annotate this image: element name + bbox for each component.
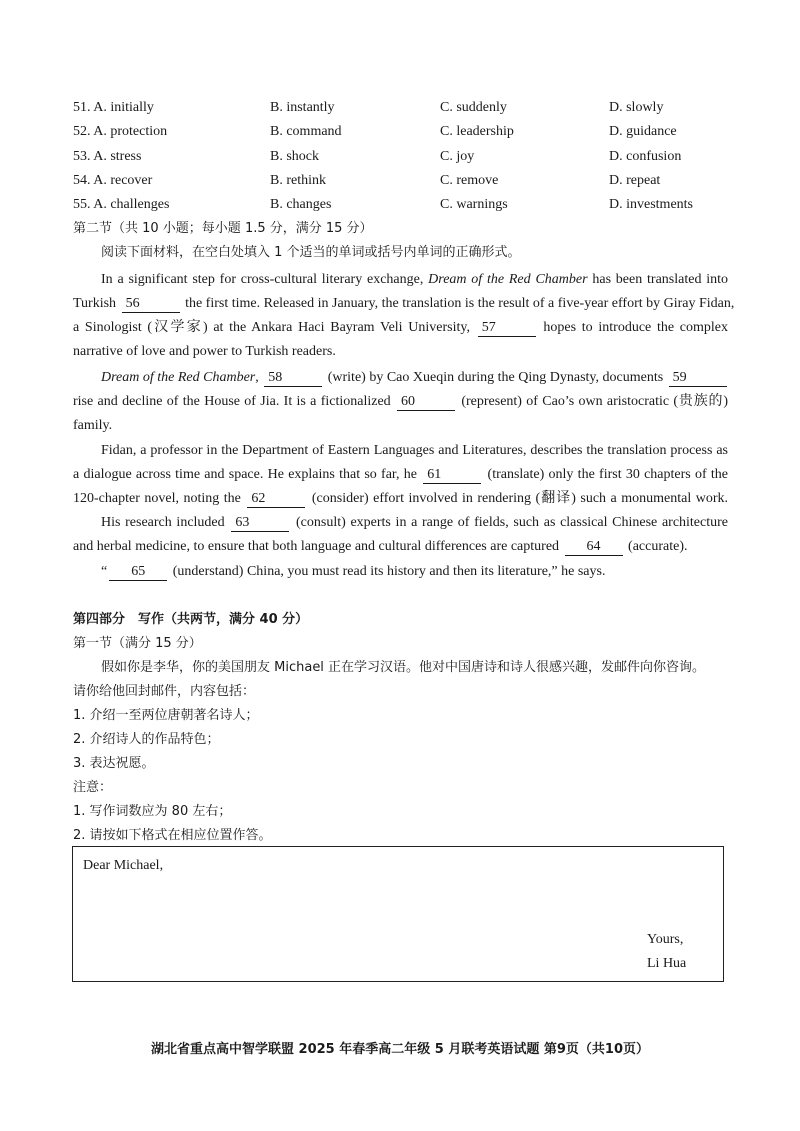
blank-58[interactable]: 58: [264, 369, 322, 387]
p4l1-text-a: His research included: [101, 515, 225, 530]
blank-62[interactable]: 62: [247, 490, 305, 508]
passage-p2-line3: family.: [73, 418, 113, 433]
passage-p1-line4: narrative of love and power to Turkish readers.: [73, 344, 336, 359]
q51-option-a: 51. A. initially: [73, 100, 154, 115]
passage-p1-line3: [73, 316, 728, 340]
q54-option-a: 54. A. recover: [73, 173, 153, 188]
q52-option-a: 52. A. protection: [73, 124, 168, 139]
question-52-row: [73, 120, 733, 144]
section2-instruction: 阅读下面材料，在空白处填入 1 个适当的单词或括号内单词的正确形式。: [101, 245, 521, 260]
letter-closing: Yours,: [647, 932, 684, 947]
letter-signature: Li Hua: [647, 956, 687, 971]
blank-60[interactable]: 60: [397, 393, 455, 411]
page-footer: 湖北省重点高中智学联盟 2025 年春季高二年级 5 月联考英语试题 第9页（共10页）: [151, 1042, 649, 1057]
p1l2-text-b: the first time. Released in January, the translation is the result of a five-year effort by Giray Fidan,: [185, 296, 735, 311]
blank-59[interactable]: 59: [669, 369, 727, 387]
blank-56[interactable]: 56: [122, 295, 180, 313]
q52-option-c: C. leadership: [440, 124, 514, 139]
p3l3-text-a: 120-chapter novel, noting the: [73, 491, 241, 506]
q54-option-c: C. remove: [440, 173, 499, 188]
letter-answer-box[interactable]: [72, 846, 724, 982]
passage-p2-line1: [101, 366, 728, 390]
q52-option-d: D. guidance: [609, 124, 677, 139]
p2l1-text-b: (write) by Cao Xueqin during the Qing Dynasty, documents: [327, 370, 664, 385]
passage-p5-line1: [101, 560, 605, 584]
p3l2-text-b: (translate) only the first 30 chapters of the: [487, 467, 729, 482]
section2-title: 第二节（共 10 小题；每小题 1.5 分，满分 15 分）: [73, 221, 373, 236]
note-item-1: 1. 写作词数应为 80 左右；: [73, 804, 232, 819]
novel-title-2: Dream of the Red Chamber: [101, 370, 256, 385]
q51-option-d: D. slowly: [609, 100, 664, 115]
note-label: 注意：: [73, 780, 113, 795]
writing-item-3: 3. 表达祝愿。: [73, 756, 155, 771]
passage-p3-line1: Fidan, a professor in the Department of Eastern Languages and Literatures, describes the translation process as: [101, 443, 728, 458]
p4l2-text-b: (accurate).: [628, 539, 688, 554]
passage-p4-line2: [73, 535, 687, 559]
part4-section1: 第一节（满分 15 分）: [73, 636, 202, 651]
p1l1-text-a: In a significant step for cross-cultural literary exchange,: [101, 272, 424, 287]
p1l2-text-a: Turkish: [73, 296, 117, 311]
part4-title: 第四部分 写作（共两节，满分 40 分）: [73, 612, 309, 627]
q53-option-a: 53. A. stress: [73, 149, 142, 164]
blank-64[interactable]: 64: [565, 538, 623, 556]
q52-option-b: B. command: [270, 124, 342, 139]
passage-p3-line3: [73, 487, 728, 511]
blank-61[interactable]: 61: [423, 466, 481, 484]
q55-option-b: B. changes: [270, 197, 332, 212]
p1l1-text-b: has been translated into: [592, 272, 729, 287]
letter-greeting: Dear Michael,: [83, 858, 164, 873]
q53-option-b: B. shock: [270, 149, 319, 164]
passage-p2-line2: [73, 390, 728, 414]
q54-option-d: D. repeat: [609, 173, 661, 188]
writing-item-2: 2. 介绍诗人的作品特色；: [73, 732, 220, 747]
blank-57[interactable]: 57: [478, 319, 536, 337]
writing-prompt-line1: 假如你是李华，你的美国朋友 Michael 正在学习汉语。他对中国唐诗和诗人很感兴趣，发邮件向你咨询。: [101, 660, 706, 675]
question-53-row: [73, 145, 733, 169]
blank-65[interactable]: 65: [109, 563, 167, 581]
q55-option-c: C. warnings: [440, 197, 508, 212]
q51-option-b: B. instantly: [270, 100, 335, 115]
q54-option-b: B. rethink: [270, 173, 326, 188]
writing-prompt-line2: 请你给他回封邮件，内容包括：: [73, 684, 256, 699]
p4l1-text-b: (consult) experts in a range of fields, such as classical Chinese architecture: [296, 515, 729, 530]
note-item-2: 2. 请按如下格式在相应位置作答。: [73, 828, 272, 843]
p4l2-text-a: and herbal medicine, to ensure that both language and cultural differences are captured: [73, 539, 560, 554]
q55-option-a: 55. A. challenges: [73, 197, 170, 212]
p3l3-text-b: (consider) effort involved in rendering (翻译) such a monumental work.: [311, 491, 729, 506]
q55-option-d: D. investments: [609, 197, 693, 212]
question-51-row: [73, 96, 733, 120]
question-54-row: [73, 169, 733, 193]
writing-item-1: 1. 介绍一至两位唐朝著名诗人；: [73, 708, 259, 723]
p2l2-text-b: (represent) of Cao’s own aristocratic (贵族的): [461, 394, 729, 409]
passage-p1-line2: [73, 292, 735, 316]
p5-open-quote: “: [101, 564, 108, 579]
question-55-row: [73, 193, 733, 217]
p2l2-text-a: rise and decline of the House of Jia. It is a fictionalized: [73, 394, 391, 409]
passage-p4-line1: [101, 511, 728, 535]
passage-p3-line2: [73, 463, 728, 487]
p1l3-text-a: a Sinologist (汉学家) at the Ankara Haci Bayram Veli University,: [73, 320, 470, 335]
p3l2-text-a: a dialogue across time and space. He explains that so far, he: [73, 467, 417, 482]
q53-option-d: D. confusion: [609, 149, 682, 164]
novel-title: Dream of the Red Chamber: [428, 272, 588, 287]
blank-63[interactable]: 63: [231, 514, 289, 532]
q53-option-c: C. joy: [440, 149, 475, 164]
p5-text-b: (understand) China, you must read its history and then its literature,” he says.: [172, 564, 606, 579]
p2l1-comma: ,: [255, 370, 259, 385]
p1l3-text-b: hopes to introduce the complex: [543, 320, 729, 335]
q51-option-c: C. suddenly: [440, 100, 507, 115]
passage-p1-line1: [101, 268, 728, 292]
